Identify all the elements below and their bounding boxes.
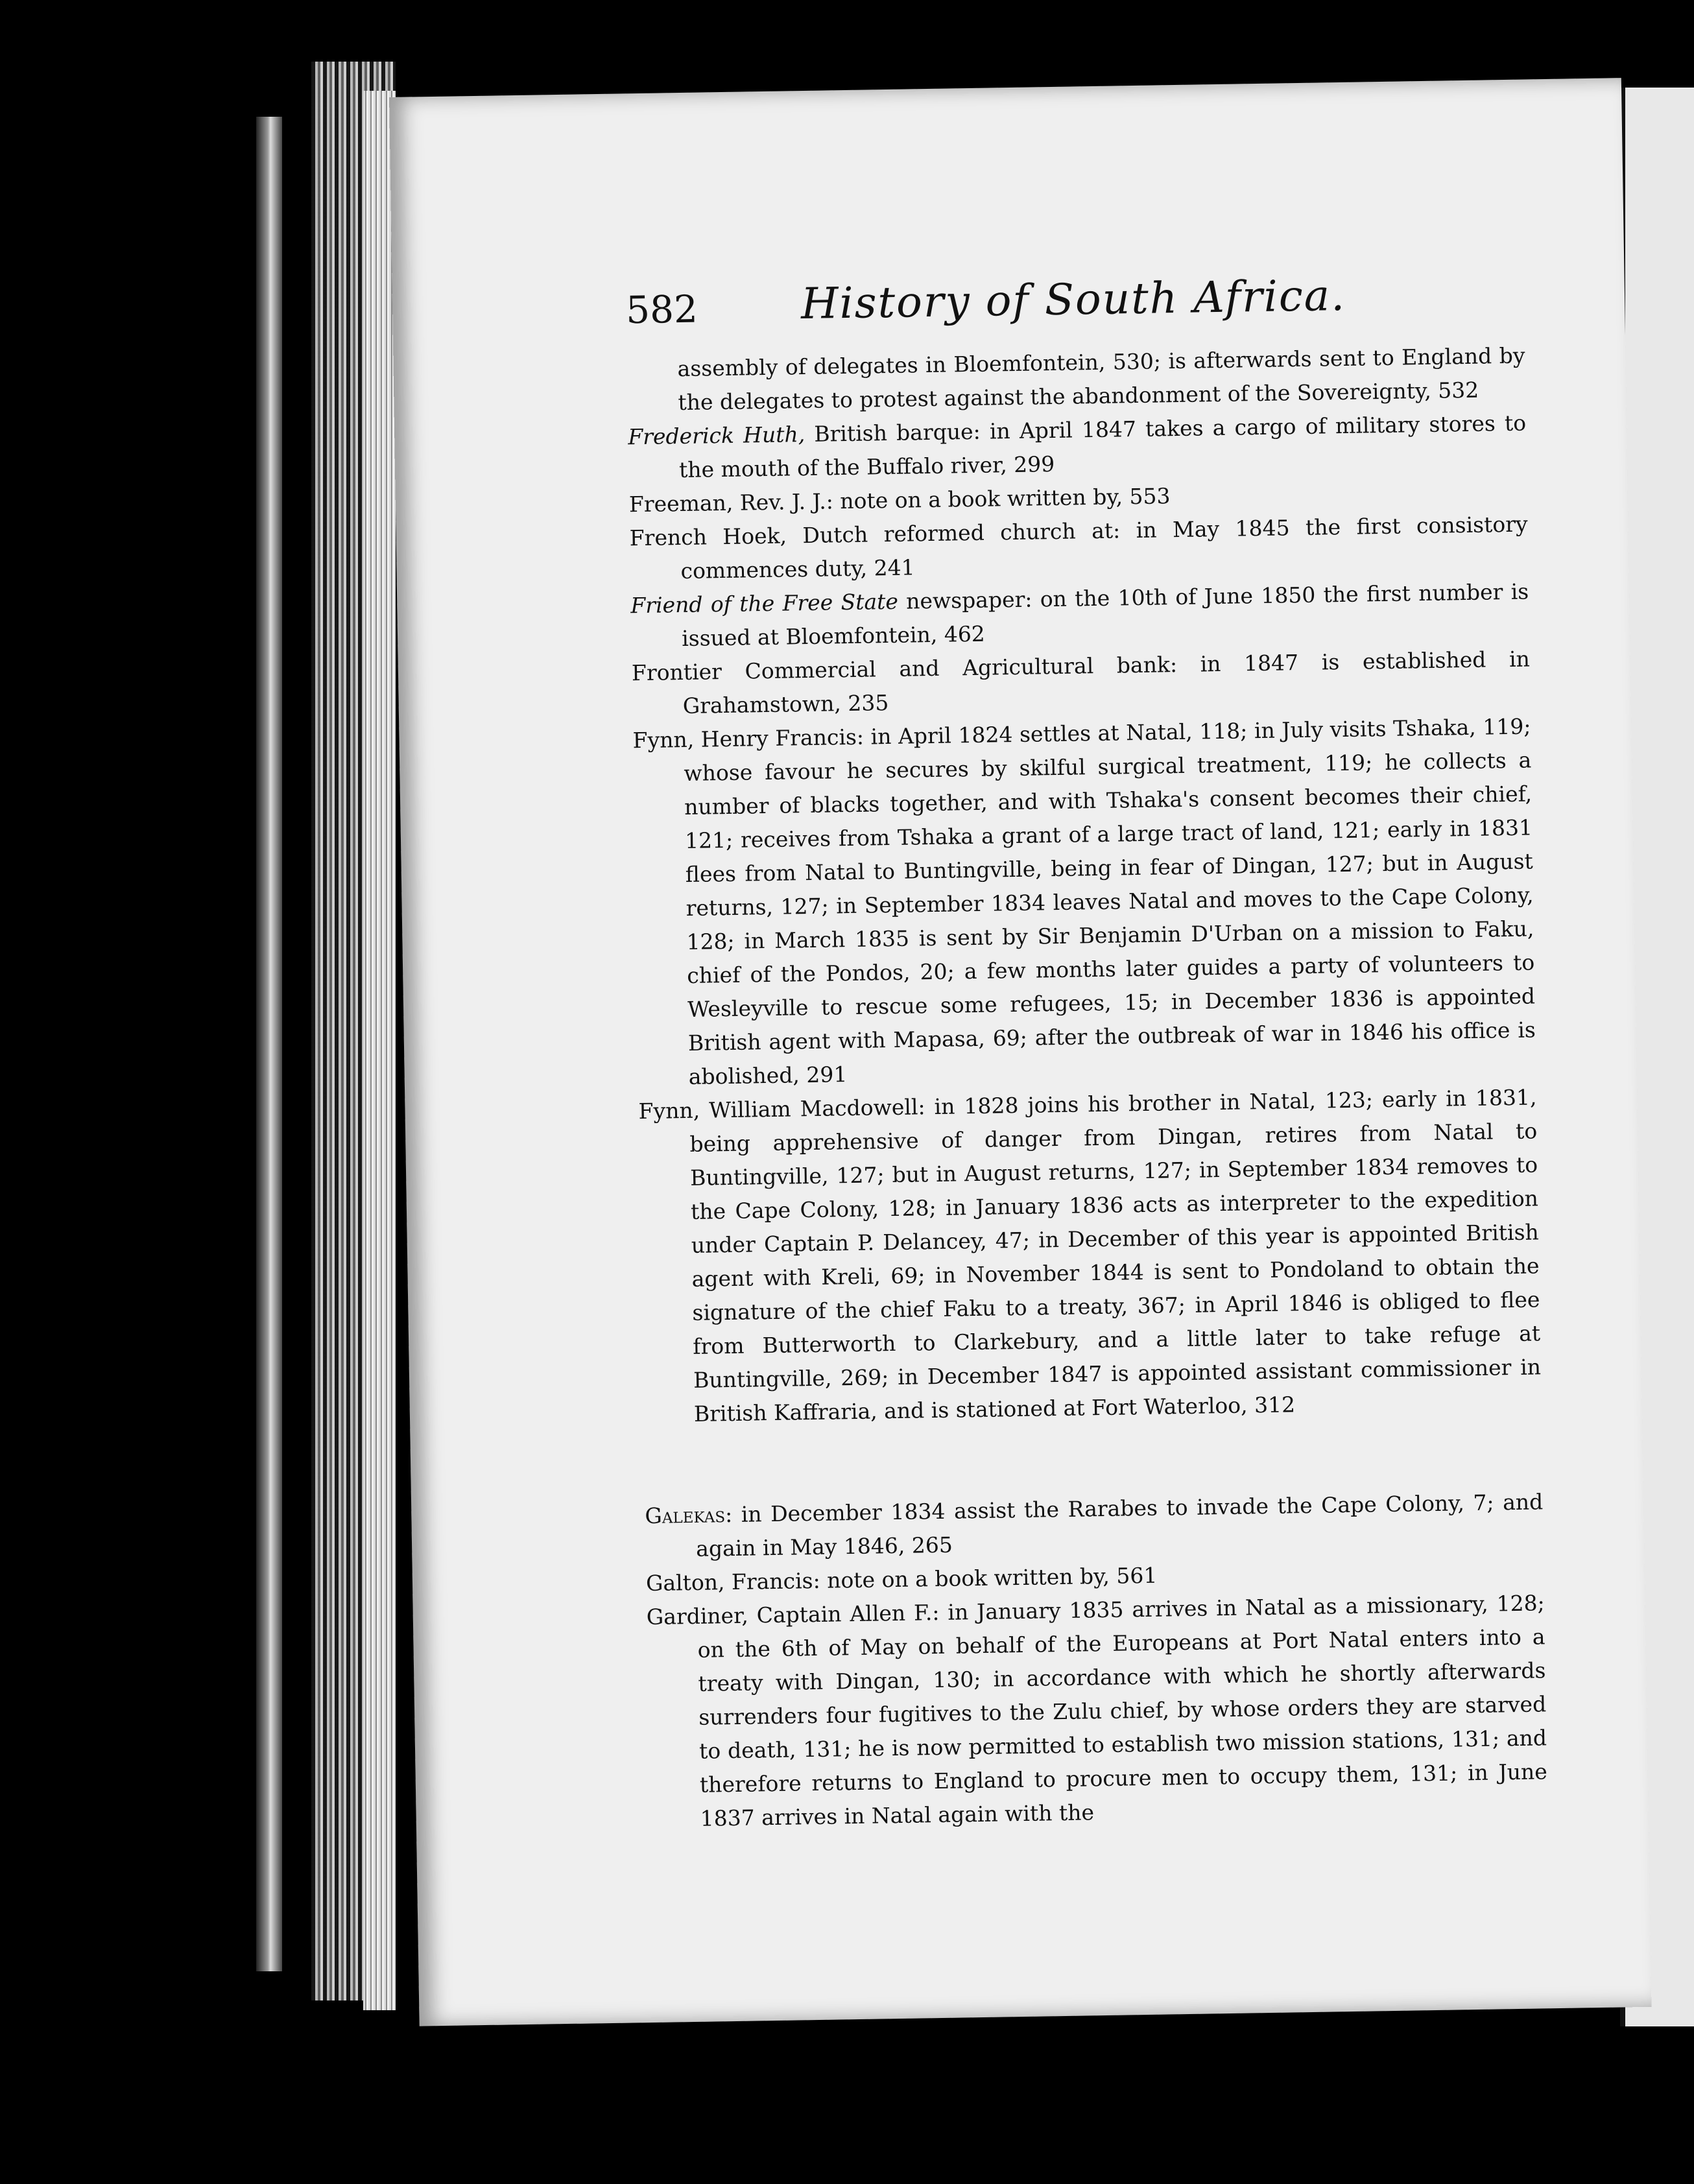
entry-body: note on a book written by, 561 — [820, 1562, 1158, 1593]
entry-head: Friend of the Free State — [630, 588, 899, 619]
index-entry-fynn-william — [638, 1080, 1542, 1432]
entry-body: assembly of delegates in Bloemfontein, 530; is afterwards sent to England by the delegates to protest against the abandonment of the Sovereignty, 532 — [677, 342, 1525, 416]
entry-body: newspaper: on the 10th of June 1850 the first number is issued at Bloemfontein, 462 — [681, 578, 1529, 652]
page-number: 582 — [625, 287, 698, 333]
index-entry-fynn-henry — [632, 709, 1536, 1095]
entry-body: note on a book written by, 553 — [833, 483, 1171, 514]
entry-head: Freeman, Rev. J. J.: — [628, 488, 834, 517]
index-entry-gardiner — [646, 1586, 1548, 1836]
entry-head: Fynn, Henry Francis: — [632, 724, 865, 754]
entry-body: in May 1845 the first consistory commences duty, 241 — [680, 511, 1528, 584]
entry-head: Galton, Francis: — [645, 1567, 820, 1596]
page-header — [626, 268, 1522, 353]
book-spine-edge — [256, 117, 282, 1971]
entry-body: in 1847 is established in Grahamstown, 235 — [682, 646, 1531, 719]
running-title: History of South Africa. — [800, 270, 1346, 329]
index-text — [626, 339, 1548, 1836]
entry-head: French Hoek, Dutch reformed church at: — [629, 517, 1121, 551]
entry-body: in April 1824 settles at Natal, 118; in July visits Tshaka, 119; whose favour he secures by skilful surgical treatment, 119; he collects a number of blacks together, and with Tshaka's consent becomes their chief, 121; receives from Tshaka a grant of a large tract of land, 121; early in 1831 flees from Natal to Buntingville, being in fear of Dingan, 127; but in August returns, 127; in September 1834 leaves Natal and moves to the Cape Colony, 128; in March 1835 is sent by Sir Benjamin D'Urban on a mission to Faku, chief of the Pondos, 20; a few months later guides a party of volunteers to Wesleyville to rescue some refugees, 15; in December 1836 is appointed British agent with Mapasa, 69; after the outbreak of war in 1846 his office is abolished, 291 — [684, 713, 1536, 1089]
entry-body: in 1828 joins his brother in Natal, 123; early in 1831, being apprehensive of danger from Dingan, retires from Natal to Buntingville, 127; but in August returns, 127; in September 1834 removes to the Cape Colony, 128; in January 1836 acts as interpreter to the expedition under Captain P. Delancey, 47; in December of this year is appointed British agent with Kreli, 69; in November 1844 is sent to Pondoland to obtain the signature of the chief Faku to a treaty, 367; in April 1846 is obliged to flee from Butterworth to Clarkebury, and a little later to take refuge at Buntingville, 269; in December 1847 is appointed assistant commissioner in British Kaffraria, and is stationed at Fort Waterloo, 312 — [689, 1084, 1542, 1427]
entry-body: in January 1835 arrives in Natal as a missionary, 128; on the 6th of May on behalf of the Europeans at Port Natal enters into a treaty with Dingan, 130; in accordance with which he shortly afterwards surrenders four fugitives to the Zulu chief, by whose orders they are starved to death, 131; he is now permitted to establish two mission stations, 131; and therefore returns to England to procure men to occupy them, 131; in June 1837 arrives in Natal again with the — [697, 1590, 1548, 1831]
entry-head: Frontier Commercial and Agricultural bank: — [631, 652, 1178, 686]
entry-body: British barque: in April 1847 takes a cargo of military stores to the mouth of the Buffalo river, 299 — [678, 410, 1527, 483]
entry-body: in December 1834 assist the Rarabes to invade the Cape Colony, 7; and again in May 1846, 265 — [695, 1489, 1544, 1561]
book-page — [389, 78, 1651, 2026]
entry-head: Galekas: — [645, 1501, 733, 1529]
entry-head: Gardiner, Captain Allen F.: — [646, 1599, 940, 1630]
page-stack-edge — [363, 91, 396, 2010]
entry-head: Frederick Huth, — [627, 421, 805, 450]
entry-head: Fynn, William Macdowell: — [638, 1094, 925, 1124]
